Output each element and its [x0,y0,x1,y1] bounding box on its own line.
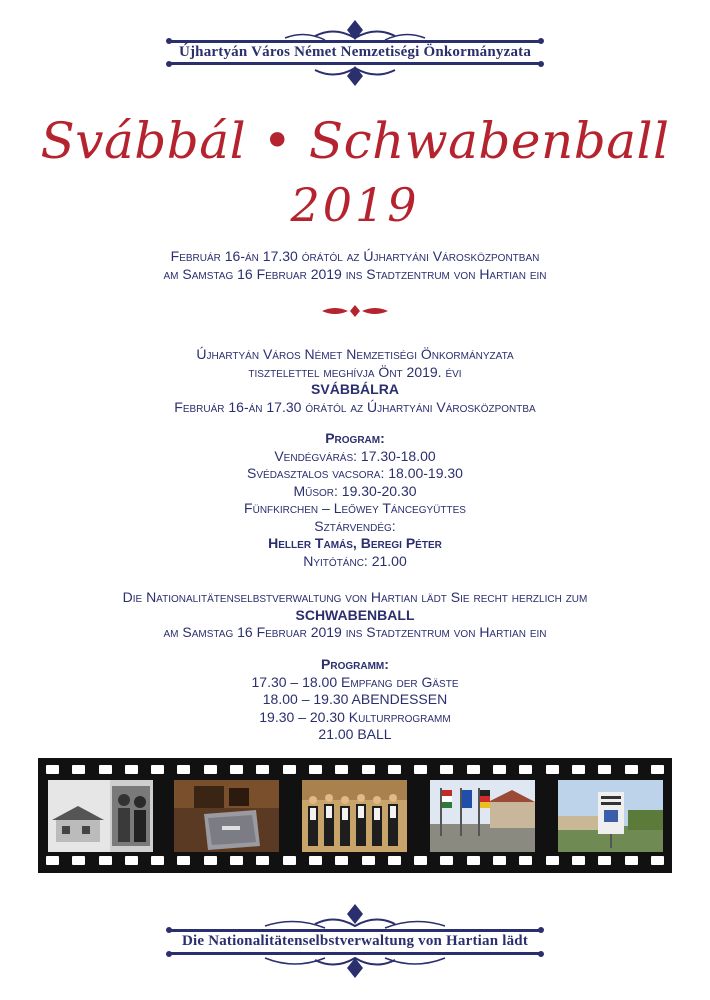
de-line1: Die Nationalitätenselbstverwaltung von Hartian lädt Sie recht herzlich zum [122,589,588,605]
event-title: Svábbál • Schwabenball [40,112,670,170]
hu-line3: SVÁBBÁLRA [311,381,399,397]
hu-program-guests: Heller Tamás, Beregi Péter [268,535,442,551]
film-photo-musicians [302,780,407,852]
film-holes-bottom [46,856,664,866]
hu-program-item: Sztárvendég: [314,517,396,534]
de-program-item: 21.00 BALL [318,726,392,742]
hu-line1: Újhartyán Város Német Nemzetiségi Önkormányzata [196,346,514,362]
hu-line2: tisztelettel meghívja Önt 2019. évi [248,363,462,380]
hu-program-item: Vendégvárás: 17.30-18.00 [274,447,436,464]
event-year: 2019 [290,178,420,232]
film-photo-book [174,780,279,852]
hu-program-item: Nyitótánc: 21.00 [303,552,407,569]
intro-hu: Február 16-án 17.30 órától az Újhartyáni Városközpontban [170,248,540,264]
film-photo-flags [430,780,535,852]
hungarian-invitation [0,346,710,416]
de-program-item: 18.00 – 19.30 ABENDESSEN [262,691,448,707]
german-invitation [0,589,710,642]
de-line2: SCHWABENBALL [295,606,415,623]
intro-de: am Samstag 16 Februar 2019 ins Stadtzentrum von Hartian ein [163,265,547,282]
hu-line4: Február 16-án 17.30 órától az Újhartyáni Városközpontba [174,398,536,415]
german-program [0,656,710,744]
film-photo-historic [48,780,153,852]
hungarian-program [0,430,710,570]
film-photo-town-sign [558,780,663,852]
film-holes-top [46,765,664,775]
intro-block [0,248,710,283]
de-program-heading: Programm: [321,656,389,672]
de-line3: am Samstag 16 Februar 2019 ins Stadtzentrum von Hartian ein [163,624,547,640]
hu-program-item: Svédasztalos vacsora: 18.00-19.30 [247,465,463,481]
divider-ornament [0,303,710,319]
de-program-item: 17.30 – 18.00 Empfang der Gäste [251,673,459,690]
de-program-item: 19.30 – 20.30 Kulturprogramm [259,708,451,725]
hu-program-item: Műsor: 19.30-20.30 [293,482,417,499]
header-banner: Újhartyán Város Német Nemzetiségi Önkormányzata [178,44,532,60]
hu-program-heading: Program: [325,430,385,446]
hu-program-item: Fünfkirchen – Leőwey Táncegyüttes [244,500,466,516]
film-strip [38,758,672,873]
footer-banner: Die Nationalitätenselbstverwaltung von Hartian lädt [181,933,529,949]
